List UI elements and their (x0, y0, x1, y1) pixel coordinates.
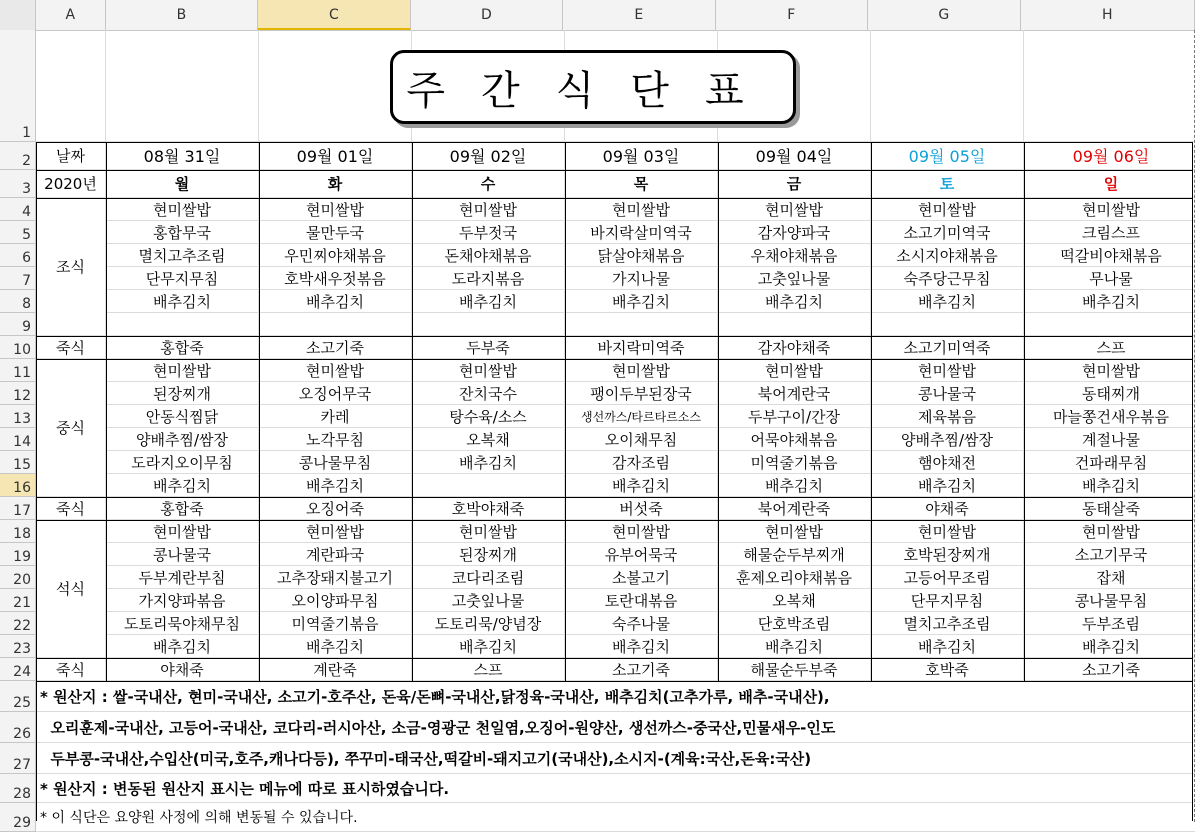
dinner-item[interactable]: 도토리묵야채무침 (106, 612, 259, 635)
lunch-item[interactable]: 배추김치 (1024, 474, 1195, 497)
lunch-item[interactable]: 동태찌개 (1024, 382, 1195, 405)
lunch-item[interactable]: 생선까스/타르타르소스 (565, 405, 718, 428)
porridge-item[interactable]: 호박야채죽 (412, 497, 565, 520)
breakfast-item[interactable]: 바지락살미역국 (565, 221, 718, 244)
notes-border (36, 681, 1193, 821)
table-border (36, 359, 1193, 360)
breakfast-item[interactable]: 우채야채볶음 (718, 244, 871, 267)
porridge-item[interactable]: 소고기죽 (1024, 658, 1195, 681)
breakfast-item[interactable]: 고춧잎나물 (718, 267, 871, 290)
row-header-1[interactable]: 1 (0, 30, 36, 142)
breakfast-item[interactable]: 멸치고추조림 (106, 244, 259, 267)
row-header-28[interactable]: 28 (0, 774, 36, 803)
day-cell[interactable]: 금 (718, 170, 871, 198)
lunch-item[interactable]: 오징어무국 (259, 382, 412, 405)
table-border (718, 142, 719, 681)
lunch-item[interactable]: 현미쌀밥 (1024, 359, 1195, 382)
cell-empty[interactable] (871, 30, 1024, 142)
row-header-2[interactable]: 2 (0, 142, 36, 170)
porridge-item[interactable]: 스프 (412, 658, 565, 681)
dinner-item[interactable]: 두부계란부침 (106, 566, 259, 589)
lunch-item[interactable]: 배추김치 (871, 474, 1024, 497)
porridge-label[interactable]: 죽식 (36, 497, 106, 520)
dinner-item[interactable]: 가지양파볶음 (106, 589, 259, 612)
breakfast-item[interactable]: 배추김치 (259, 290, 412, 313)
date-cell[interactable]: 08월 31일 (106, 142, 259, 170)
table-border (36, 170, 1193, 171)
lunch-item[interactable]: 안동식찜닭 (106, 405, 259, 428)
lunch-item[interactable]: 현미쌀밥 (259, 359, 412, 382)
date-label-cell[interactable]: 날짜 (36, 142, 106, 170)
dinner-item[interactable]: 코다리조림 (412, 566, 565, 589)
table-border (36, 336, 1193, 337)
breakfast-item[interactable]: 우민찌야채볶음 (259, 244, 412, 267)
dinner-item[interactable]: 고추장돼지불고기 (259, 566, 412, 589)
dinner-item[interactable]: 배추김치 (718, 635, 871, 658)
table-border (36, 142, 37, 681)
day-cell[interactable]: 월 (106, 170, 259, 198)
breakfast-item[interactable] (412, 313, 565, 336)
lunch-item[interactable]: 배추김치 (106, 474, 259, 497)
dinner-item[interactable]: 단무지무침 (871, 589, 1024, 612)
lunch-item[interactable]: 양배추찜/쌈장 (106, 428, 259, 451)
dinner-item[interactable]: 배추김치 (412, 635, 565, 658)
lunch-item[interactable]: 두부구이/간장 (718, 405, 871, 428)
breakfast-item[interactable]: 현미쌀밥 (412, 198, 565, 221)
dinner-item[interactable]: 배추김치 (259, 635, 412, 658)
lunch-item[interactable]: 건파래무침 (1024, 451, 1195, 474)
row-header-29[interactable]: 29 (0, 803, 36, 832)
breakfast-item[interactable]: 배추김치 (565, 290, 718, 313)
row-header-19[interactable]: 19 (0, 543, 36, 566)
porridge-item[interactable]: 북어계란죽 (718, 497, 871, 520)
dinner-item[interactable]: 현미쌀밥 (259, 520, 412, 543)
day-cell[interactable]: 수 (412, 170, 565, 198)
lunch-item[interactable]: 현미쌀밥 (871, 359, 1024, 382)
breakfast-item[interactable]: 홍합무국 (106, 221, 259, 244)
lunch-item[interactable]: 배추김치 (412, 451, 565, 474)
dinner-item[interactable]: 호박된장찌개 (871, 543, 1024, 566)
breakfast-item[interactable] (718, 313, 871, 336)
porridge-item[interactable]: 호박죽 (871, 658, 1024, 681)
origin-note-line[interactable]: 두부콩-국내산,수입산(미국,호주,캐나다등), 쭈꾸미-태국산,떡갈비-돼지고기(국내산),소시지-(계육:국산,돈육:국산) (36, 743, 1195, 774)
dinner-item[interactable]: 해물순두부찌개 (718, 543, 871, 566)
column-header-c[interactable]: C (258, 0, 410, 30)
breakfast-item[interactable]: 크림스프 (1024, 221, 1195, 244)
lunch-item[interactable]: 오복채 (412, 428, 565, 451)
column-header-a[interactable]: A (36, 0, 106, 30)
breakfast-item[interactable]: 소고기미역국 (871, 221, 1024, 244)
table-border (36, 497, 1193, 498)
column-header-e[interactable]: E (563, 0, 715, 30)
table-border (36, 198, 1193, 199)
lunch-item[interactable]: 양배추찜/쌈장 (871, 428, 1024, 451)
table-border (259, 142, 260, 681)
lunch-item[interactable]: 콩나물무침 (259, 451, 412, 474)
breakfast-item[interactable]: 현미쌀밥 (565, 198, 718, 221)
table-border (871, 142, 872, 681)
date-cell[interactable]: 09월 02일 (412, 142, 565, 170)
lunch-label[interactable]: 중식 (36, 359, 106, 497)
dinner-item[interactable]: 유부어묵국 (565, 543, 718, 566)
table-border (1192, 142, 1193, 681)
row-header-22[interactable]: 22 (0, 612, 36, 635)
row-header-7[interactable]: 7 (0, 267, 36, 290)
dinner-item[interactable]: 현미쌀밥 (106, 520, 259, 543)
porridge-item[interactable]: 두부죽 (412, 336, 565, 359)
row-header-15[interactable]: 15 (0, 451, 36, 474)
breakfast-item[interactable]: 현미쌀밥 (106, 198, 259, 221)
dinner-item[interactable]: 현미쌀밥 (412, 520, 565, 543)
breakfast-item[interactable]: 배추김치 (106, 290, 259, 313)
row-header-25[interactable]: 25 (0, 681, 36, 712)
dinner-item[interactable]: 배추김치 (106, 635, 259, 658)
porridge-label[interactable]: 죽식 (36, 336, 106, 359)
dinner-item[interactable]: 두부조림 (1024, 612, 1195, 635)
day-cell[interactable]: 목 (565, 170, 718, 198)
dinner-item[interactable]: 배추김치 (565, 635, 718, 658)
porridge-item[interactable]: 감자야채죽 (718, 336, 871, 359)
table-border (106, 142, 107, 681)
porridge-item[interactable]: 스프 (1024, 336, 1195, 359)
date-cell[interactable]: 09월 01일 (259, 142, 412, 170)
origin-note-line[interactable]: * 원산지 : 쌀-국내산, 현미-국내산, 소고기-호주산, 돈육/돈뼈-국내산,닭정육-국내산, 배추김치(고추가루, 배추-국내산), (36, 681, 1195, 712)
breakfast-item[interactable]: 배추김치 (1024, 290, 1195, 313)
lunch-item[interactable]: 오이채무침 (565, 428, 718, 451)
dinner-item[interactable]: 단호박조림 (718, 612, 871, 635)
cell-empty[interactable] (36, 30, 106, 142)
origin-note-line[interactable]: * 원산지 : 변동된 원산지 표시는 메뉴에 따로 표시하였습니다. (36, 774, 1195, 803)
row-header-14[interactable]: 14 (0, 428, 36, 451)
select-all-corner[interactable] (0, 0, 36, 30)
porridge-item[interactable]: 야채죽 (871, 497, 1024, 520)
row-header-20[interactable]: 20 (0, 566, 36, 589)
dinner-item[interactable]: 잡채 (1024, 566, 1195, 589)
origin-note-line[interactable]: * 이 식단은 요양원 사정에 의해 변동될 수 있습니다. (36, 803, 1195, 832)
date-cell[interactable]: 09월 05일 (871, 142, 1024, 170)
dinner-item[interactable]: 된장찌개 (412, 543, 565, 566)
row-header-9[interactable]: 9 (0, 313, 36, 336)
date-cell[interactable]: 09월 06일 (1024, 142, 1195, 170)
column-header-bar (0, 0, 1195, 31)
table-border (565, 142, 566, 681)
breakfast-item[interactable]: 무나물 (1024, 267, 1195, 290)
table-border (36, 520, 1193, 521)
dinner-item[interactable]: 소불고기 (565, 566, 718, 589)
porridge-item[interactable]: 홍합죽 (106, 336, 259, 359)
lunch-item[interactable]: 마늘쫑건새우볶음 (1024, 405, 1195, 428)
row-header-27[interactable]: 27 (0, 743, 36, 774)
porridge-item[interactable]: 소고기미역죽 (871, 336, 1024, 359)
cell-empty[interactable] (1024, 30, 1195, 142)
row-header-13[interactable]: 13 (0, 405, 36, 428)
porridge-item[interactable]: 소고기죽 (259, 336, 412, 359)
dinner-item[interactable]: 훈제오리야채볶음 (718, 566, 871, 589)
row-header-18[interactable]: 18 (0, 520, 36, 543)
dinner-item[interactable]: 고등어무조림 (871, 566, 1024, 589)
lunch-item[interactable]: 어묵야채볶음 (718, 428, 871, 451)
day-cell[interactable]: 화 (259, 170, 412, 198)
row-header-12[interactable]: 12 (0, 382, 36, 405)
breakfast-item[interactable]: 배추김치 (871, 290, 1024, 313)
dinner-item[interactable]: 현미쌀밥 (718, 520, 871, 543)
lunch-item[interactable]: 배추김치 (565, 474, 718, 497)
row-header-4[interactable]: 4 (0, 198, 36, 221)
breakfast-item[interactable]: 물만두국 (259, 221, 412, 244)
row-header-10[interactable]: 10 (0, 336, 36, 359)
porridge-item[interactable]: 계란죽 (259, 658, 412, 681)
column-header-g[interactable]: G (868, 0, 1020, 30)
lunch-item[interactable]: 북어계란국 (718, 382, 871, 405)
lunch-item[interactable]: 탕수육/소스 (412, 405, 565, 428)
table-border (36, 658, 1193, 659)
breakfast-item[interactable]: 현미쌀밥 (1024, 198, 1195, 221)
porridge-label[interactable]: 죽식 (36, 658, 106, 681)
breakfast-item[interactable]: 배추김치 (718, 290, 871, 313)
porridge-item[interactable]: 바지락미역죽 (565, 336, 718, 359)
lunch-item[interactable]: 계절나물 (1024, 428, 1195, 451)
dinner-item[interactable]: 현미쌀밥 (871, 520, 1024, 543)
row-header-3[interactable]: 3 (0, 170, 36, 198)
breakfast-item[interactable]: 단무지무침 (106, 267, 259, 290)
dinner-item[interactable]: 토란대볶음 (565, 589, 718, 612)
lunch-item[interactable]: 현미쌀밥 (565, 359, 718, 382)
porridge-item[interactable]: 소고기죽 (565, 658, 718, 681)
lunch-item[interactable]: 된장찌개 (106, 382, 259, 405)
date-cell[interactable]: 09월 03일 (565, 142, 718, 170)
breakfast-item[interactable]: 두부젓국 (412, 221, 565, 244)
breakfast-item[interactable]: 떡갈비야채볶음 (1024, 244, 1195, 267)
day-cell[interactable]: 토 (871, 170, 1024, 198)
lunch-item[interactable]: 카레 (259, 405, 412, 428)
lunch-item[interactable]: 햄야채전 (871, 451, 1024, 474)
lunch-item[interactable]: 배추김치 (718, 474, 871, 497)
lunch-item[interactable]: 제육볶음 (871, 405, 1024, 428)
dinner-item[interactable]: 미역줄기볶음 (259, 612, 412, 635)
lunch-item[interactable]: 배추김치 (259, 474, 412, 497)
breakfast-item[interactable]: 소시지야채볶음 (871, 244, 1024, 267)
table-border (1024, 142, 1025, 681)
dinner-item[interactable]: 배추김치 (1024, 635, 1195, 658)
breakfast-item[interactable] (871, 313, 1024, 336)
lunch-item[interactable] (412, 474, 565, 497)
day-cell[interactable]: 일 (1024, 170, 1195, 198)
breakfast-label[interactable]: 조식 (36, 198, 106, 336)
year-label-cell[interactable]: 2020년 (36, 170, 106, 198)
porridge-item[interactable]: 홍합죽 (106, 497, 259, 520)
porridge-item[interactable]: 버섯죽 (565, 497, 718, 520)
breakfast-item[interactable]: 가지나물 (565, 267, 718, 290)
row-header-5[interactable]: 5 (0, 221, 36, 244)
dinner-item[interactable]: 소고기무국 (1024, 543, 1195, 566)
menu-title-box: 주간식단표 (390, 50, 796, 124)
dinner-item[interactable]: 계란파국 (259, 543, 412, 566)
breakfast-item[interactable]: 현미쌀밥 (871, 198, 1024, 221)
lunch-item[interactable]: 현미쌀밥 (718, 359, 871, 382)
table-border (412, 142, 413, 681)
origin-note-line[interactable]: 오리훈제-국내산, 고등어-국내산, 코다리-러시아산, 소금-영광군 천일염,오징어-원양산, 생선까스-중국산,민물새우-인도 (36, 712, 1195, 743)
dinner-label[interactable]: 석식 (36, 520, 106, 658)
lunch-item[interactable]: 콩나물국 (871, 382, 1024, 405)
breakfast-item[interactable]: 현미쌀밥 (259, 198, 412, 221)
dinner-item[interactable]: 배추김치 (871, 635, 1024, 658)
dinner-item[interactable]: 도토리묵/양념장 (412, 612, 565, 635)
row-header-23[interactable]: 23 (0, 635, 36, 658)
table-border (36, 142, 1193, 143)
lunch-item[interactable]: 잔치국수 (412, 382, 565, 405)
dinner-item[interactable]: 멸치고추조림 (871, 612, 1024, 635)
breakfast-item[interactable] (106, 313, 259, 336)
column-header-f[interactable]: F (716, 0, 868, 30)
breakfast-item[interactable]: 배추김치 (412, 290, 565, 313)
row-header-6[interactable]: 6 (0, 244, 36, 267)
row-header-16[interactable]: 16 (0, 474, 36, 497)
porridge-item[interactable]: 오징어죽 (259, 497, 412, 520)
dinner-item[interactable]: 현미쌀밥 (565, 520, 718, 543)
column-header-b[interactable]: B (106, 0, 258, 30)
dinner-item[interactable]: 숙주나물 (565, 612, 718, 635)
breakfast-item[interactable] (565, 313, 718, 336)
row-header-17[interactable]: 17 (0, 497, 36, 520)
dinner-item[interactable]: 현미쌀밥 (1024, 520, 1195, 543)
lunch-item[interactable]: 팽이두부된장국 (565, 382, 718, 405)
dinner-item[interactable]: 오이양파무침 (259, 589, 412, 612)
lunch-item[interactable]: 도라지오이무침 (106, 451, 259, 474)
dinner-item[interactable]: 콩나물국 (106, 543, 259, 566)
breakfast-item[interactable]: 돈채야채볶음 (412, 244, 565, 267)
lunch-item[interactable]: 미역줄기볶음 (718, 451, 871, 474)
porridge-item[interactable]: 해물순두부죽 (718, 658, 871, 681)
lunch-item[interactable]: 감자조림 (565, 451, 718, 474)
dinner-item[interactable]: 고춧잎나물 (412, 589, 565, 612)
breakfast-item[interactable]: 현미쌀밥 (718, 198, 871, 221)
breakfast-item[interactable]: 호박새우젓볶음 (259, 267, 412, 290)
row-header-8[interactable]: 8 (0, 290, 36, 313)
date-cell[interactable]: 09월 04일 (718, 142, 871, 170)
cell-empty[interactable] (106, 30, 259, 142)
row-header-21[interactable]: 21 (0, 589, 36, 612)
lunch-item[interactable]: 현미쌀밥 (106, 359, 259, 382)
dinner-item[interactable]: 콩나물무침 (1024, 589, 1195, 612)
breakfast-item[interactable]: 숙주당근무침 (871, 267, 1024, 290)
breakfast-item[interactable]: 닭살야채볶음 (565, 244, 718, 267)
breakfast-item[interactable]: 감자양파국 (718, 221, 871, 244)
column-header-h[interactable]: H (1021, 0, 1195, 30)
porridge-item[interactable]: 동태살죽 (1024, 497, 1195, 520)
column-header-d[interactable]: D (411, 0, 563, 30)
porridge-item[interactable]: 야채죽 (106, 658, 259, 681)
dinner-item[interactable]: 오복채 (718, 589, 871, 612)
row-header-26[interactable]: 26 (0, 712, 36, 743)
breakfast-item[interactable]: 도라지볶음 (412, 267, 565, 290)
row-header-24[interactable]: 24 (0, 658, 36, 681)
breakfast-item[interactable] (1024, 313, 1195, 336)
lunch-item[interactable]: 노각무침 (259, 428, 412, 451)
breakfast-item[interactable] (259, 313, 412, 336)
row-header-11[interactable]: 11 (0, 359, 36, 382)
lunch-item[interactable]: 현미쌀밥 (412, 359, 565, 382)
